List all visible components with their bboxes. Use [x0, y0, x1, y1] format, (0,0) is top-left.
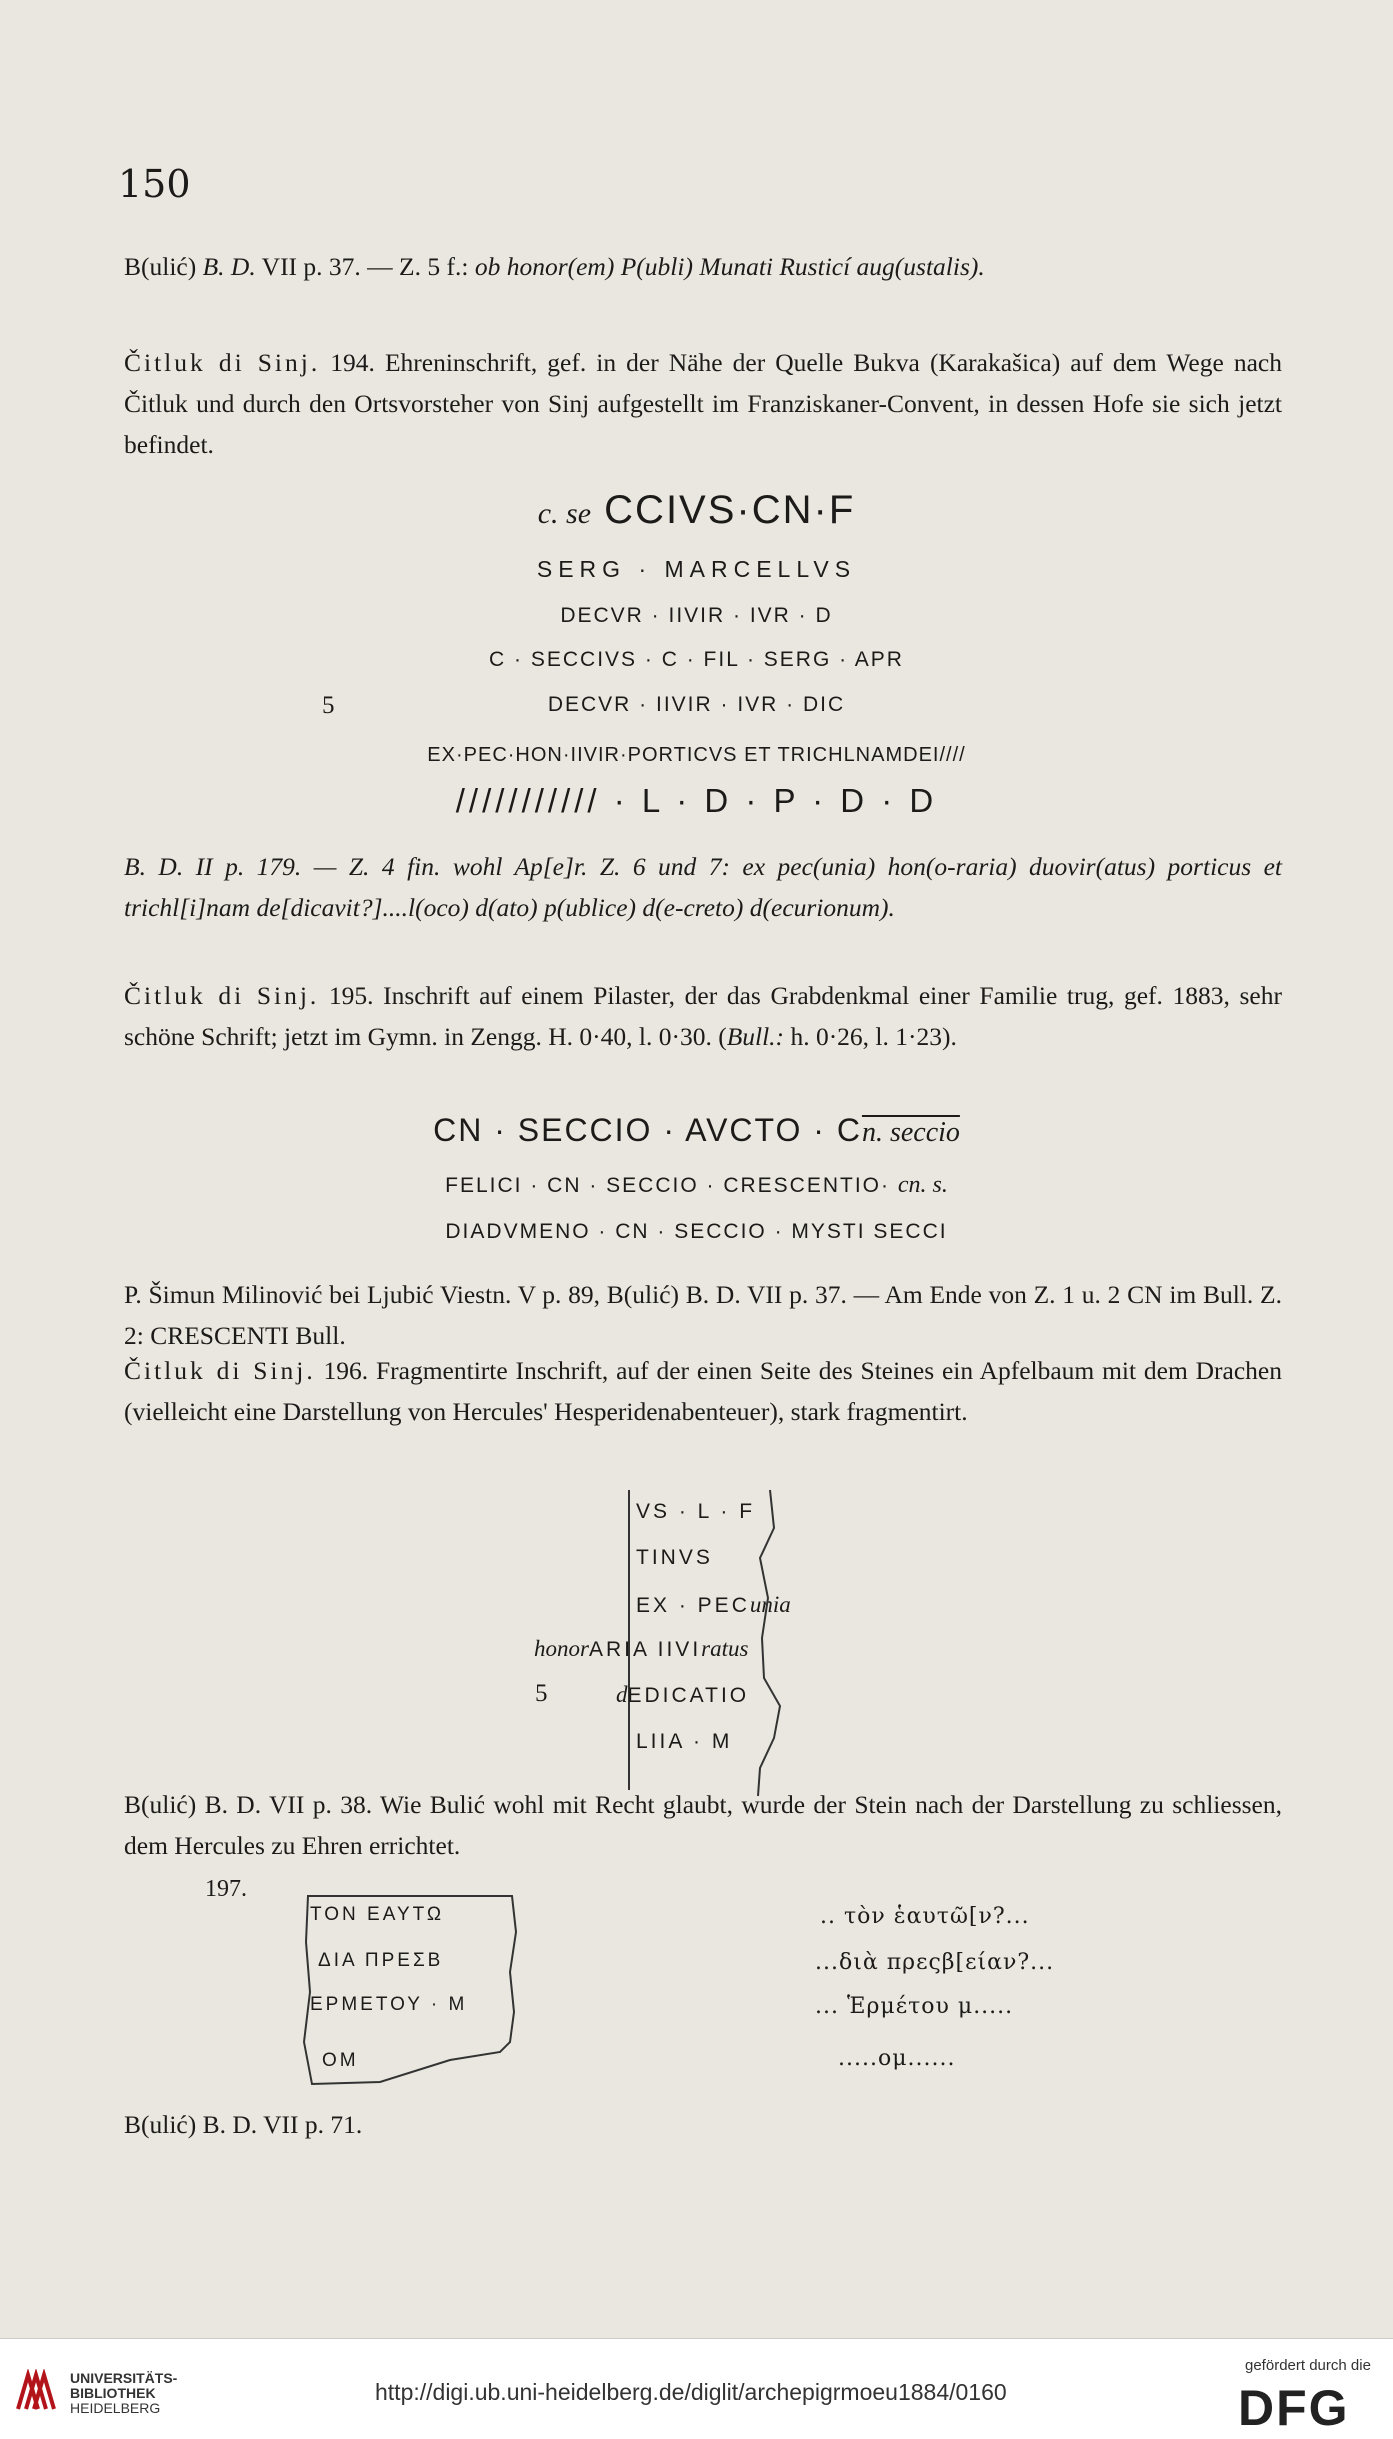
paragraph-commentary-196: B(ulić) B. D. VII p. 38. Wie Bulić wohl mit Recht glaubt, wurde der Stein nach der Darstellung zu schliessen, dem Hercules zu Ehren errichtet. [124, 1790, 1282, 1860]
italic-supplement: unia [749, 1592, 791, 1617]
text: 195. Inschrift auf einem Pilaster, der das Grabdenkmal einer Familie trug, gef. 1883, sehr schöne Schrift; jetzt im Gymn. in Zengg. H. 0·40, l. 0·30. ( [124, 981, 1282, 1051]
inscription-194-line-3: DECVR · IIVIR · IVR · D [560, 604, 833, 627]
greek-transcription-line-3: ... Ἑρμέτου μ..... [815, 1994, 1014, 2019]
paragraph-commentary-194: B. D. II p. 179. — Z. 4 fin. wohl Ap[e]r. Z. 6 und 7: ex pec(unia) hon(o-raria) duovir(atus) porticus et trichl[i]nam de[dicavit?]....l(oco) d(ato) p(ublice) d(e-creto) d(ecurionum). [124, 852, 1282, 922]
text: 196. Fragmentirte Inschrift, auf der einen Seite des Steines ein Apfelbaum mit dem Drachen (vielleicht eine Darstellung von Hercules' Hesperidenabenteuer), stark fragmentirt. [124, 1356, 1282, 1426]
library-logo-icon [14, 2369, 60, 2415]
library-line: UNIVERSITÄTS- [70, 2370, 178, 2386]
fragment-196-line-4 [534, 1636, 748, 1662]
inscription-195-line-1 [0, 1112, 1393, 1149]
inscription-text: ARIA IIVI [588, 1638, 702, 1661]
greek-fragment-line-1: ΤΟΝ ΕΑΥΤΩ [310, 1904, 445, 1925]
inscription-text: EX · PEC [636, 1594, 750, 1617]
greek-fragment-line-2: ΔΙΑ ΠΡΕΣΒ [318, 1950, 444, 1971]
viewer-footer [0, 2338, 1393, 2439]
library-line: HEIDELBERG [70, 2400, 161, 2416]
greek-fragment-line-3: ΕΡΜΕΤΟΥ · Μ [310, 1994, 468, 2015]
library-name [70, 2371, 177, 2416]
place-name: Čitluk di Sinj. [124, 348, 321, 377]
paragraph-entry-194 [124, 342, 1282, 465]
text: 194. Ehreninschrift, gef. in der Nähe der Quelle Bukva (Karakašica) auf dem Wege nach Čitluk und durch den Ortsvorsteher von Sinj aufgestellt im Franziskaner-Convent, in dessen Hofe sie sich jetzt befindet. [124, 348, 1282, 459]
page-number: 150 [118, 162, 191, 206]
paragraph-entry-196 [124, 1350, 1282, 1432]
dfg-logo: DFG [1238, 2380, 1350, 2436]
inscription-195-line-3: DIADVMENO · CN · SECCIO · MYSTI SECCI [445, 1220, 948, 1243]
inscription-text: EDICATIO [627, 1684, 750, 1707]
inscription-194-line-4: C · SECCIVS · C · FIL · SERG · APR [489, 648, 904, 671]
entry-number-197: 197. [205, 1876, 247, 1902]
italic-text: Bull.: [726, 1022, 785, 1051]
paragraph-commentary-195: P. Šimun Milinović bei Ljubić Viestn. V p. 89, B(ulić) B. D. VII p. 37. — Am Ende von Z. 1 u. 2 CN im Bull. Z. 2: CRESCENTI Bull. [124, 1280, 1282, 1350]
fragment-edge-right [740, 1488, 800, 1798]
place-name: Čitluk di Sinj. [124, 981, 320, 1010]
italic-text: B. D. [202, 252, 256, 281]
greek-fragment-line-4: ΟΜ [322, 2050, 359, 2071]
italic-supplement: honor [534, 1636, 589, 1661]
italic-text: ob honor(em) P(ubli) Munati Rusticí aug(ustalis). [474, 252, 985, 281]
fragment-196-line-1: VS · L · F [636, 1500, 756, 1523]
inscription-194-line-7: /////////// · L · D · P · D · D [455, 782, 938, 819]
paragraph-bulic-193-note [124, 246, 1282, 287]
inscription-194-line-1 [0, 488, 1393, 533]
inscription-194-line-2: SERG · MARCELLVS [536, 556, 857, 582]
italic-supplement: c. se [537, 497, 592, 530]
text: h. 0·26, l. 1·23). [784, 1022, 957, 1051]
line-number: 5 [322, 692, 335, 719]
text: B(ulić) [124, 252, 203, 281]
italic-supplement: n. seccio [861, 1117, 960, 1148]
inscription-text: FELICI · CN · SECCIO · CRESCENTIO· [445, 1174, 890, 1197]
place-name: Čitluk di Sinj. [124, 1356, 316, 1385]
funded-by-label: gefördert durch die [1245, 2357, 1371, 2374]
fragment-196-line-6: LIIA · M [636, 1730, 733, 1753]
inscription-text: CCIVS·CN·F [604, 488, 856, 532]
line-number: 5 [535, 1680, 548, 1707]
permalink-url[interactable]: http://digi.ub.uni-heidelberg.de/diglit/archepigrmoeu1884/0160 [375, 2379, 1007, 2405]
italic-supplement: cn. s. [897, 1172, 948, 1198]
inscription-text: CN · SECCIO · AVCTO · C [433, 1112, 862, 1148]
text: VII p. 37. — Z. 5 f.: [255, 252, 475, 281]
greek-transcription-line-1: .. τὸν ἑαυτῶ[ν?... [820, 1904, 1030, 1929]
italic-supplement: ratus [701, 1636, 749, 1661]
paragraph-commentary-197: B(ulić) B. D. VII p. 71. [124, 2110, 363, 2139]
greek-transcription-line-2: ...διὰ πρεςβ[είαν?... [815, 1950, 1055, 1975]
inscription-194-line-6: EX·PEC·HON·IIVIR·PORTICVS ET TRICHLNAMDEI//// [427, 744, 966, 766]
inscription-195-line-2 [0, 1172, 1393, 1199]
italic-supplement: d [616, 1682, 628, 1707]
library-line: BIBLIOTHEK [70, 2385, 156, 2401]
fragment-196-line-2: TINVS [636, 1546, 713, 1569]
greek-transcription-line-4: .....ομ...... [838, 2046, 956, 2071]
fragment-196-line-5 [616, 1682, 749, 1708]
inscription-194-line-5: DECVR · IIVIR · IVR · DIC [547, 693, 846, 716]
paragraph-entry-195 [124, 975, 1282, 1057]
